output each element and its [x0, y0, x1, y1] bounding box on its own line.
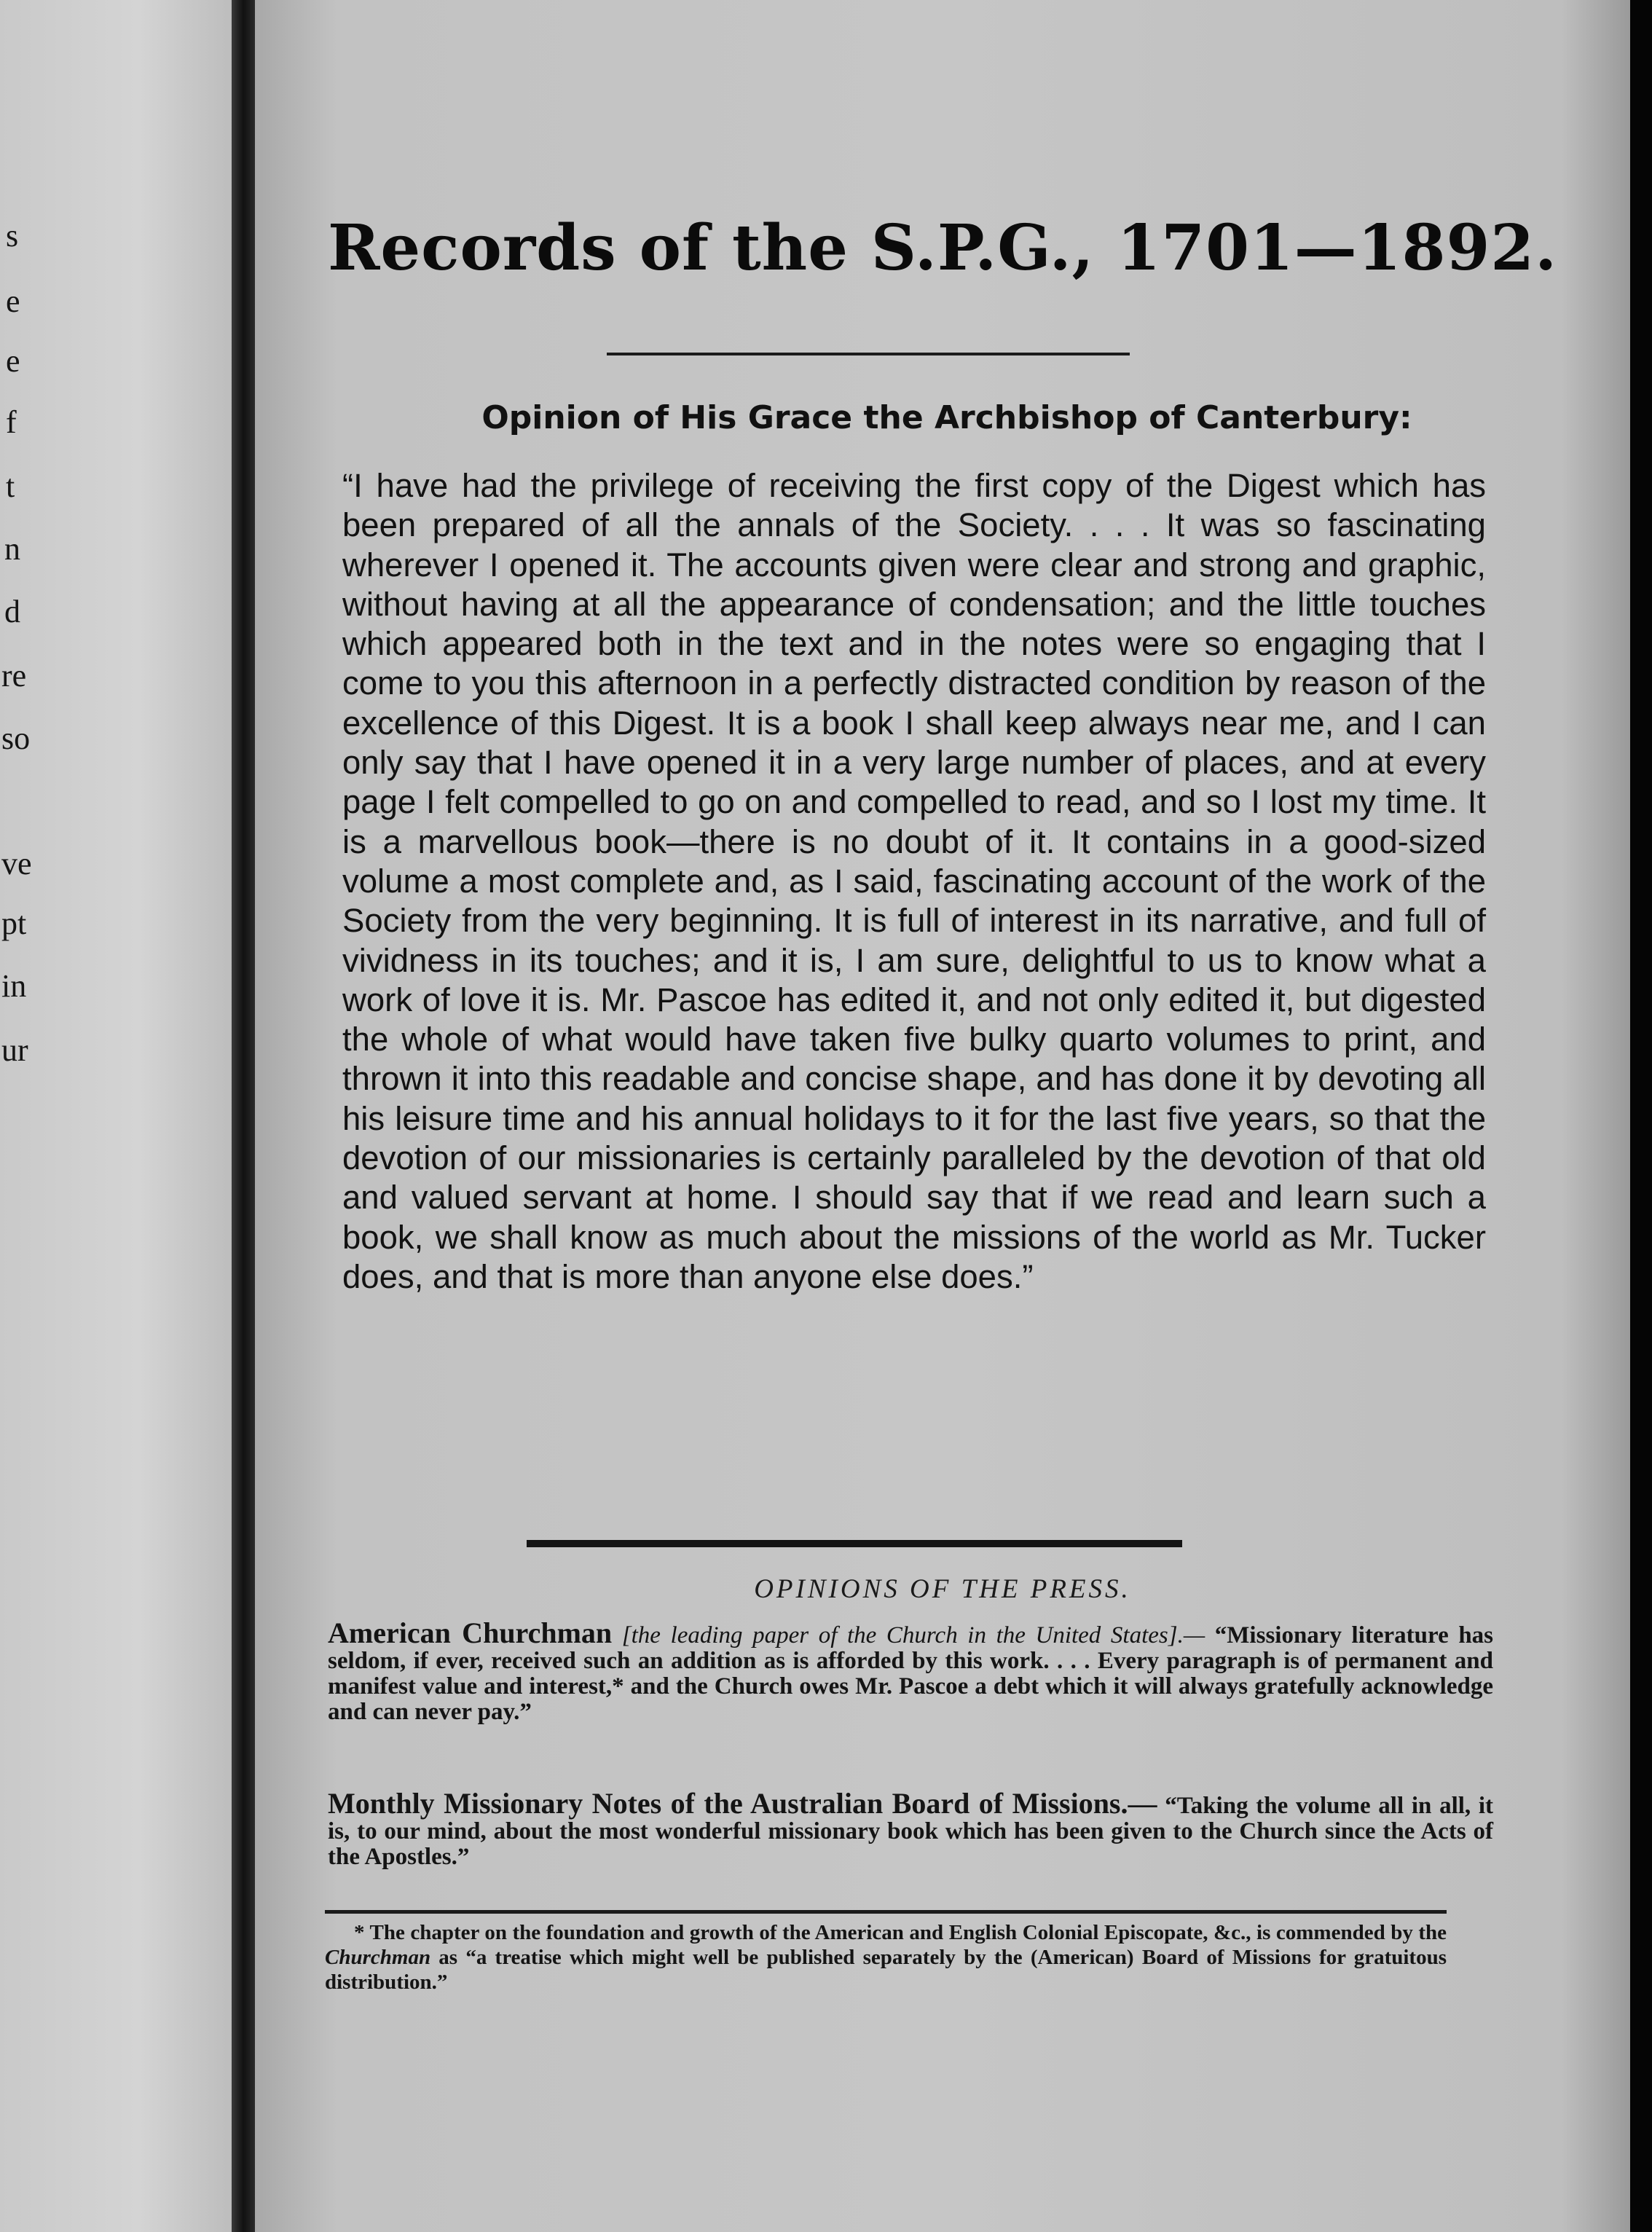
footnote	[325, 1920, 1447, 1995]
fragment-text: t	[6, 468, 15, 504]
title-divider	[607, 353, 1130, 355]
footnote-text: * The chapter on the foundation and growth of the American and English Colonial Episcopate, &c., is commended by the	[354, 1921, 1447, 1944]
fragment-text: s	[6, 218, 19, 254]
press-review	[328, 1616, 1494, 1725]
fragment-text: n	[4, 531, 20, 567]
adjacent-page-fragment	[0, 0, 232, 2232]
press-source-description: [the leading paper of the Church in the United States].—	[621, 1622, 1205, 1649]
press-review	[328, 1787, 1494, 1870]
footnote-italic: Churchman	[325, 1946, 431, 1969]
fragment-text: in	[1, 968, 27, 1004]
quote-divider	[527, 1540, 1182, 1547]
fragment-text: pt	[1, 905, 27, 941]
fragment-text: e	[6, 283, 20, 319]
quote-paragraph: “I have had the privilege of receiving the first copy of the Digest which has been prepared of all the annals of the Society. . . . It was so fascinating wherever I opened it. The accounts given were clear and strong and graphic, without having at all the appearance of condensation; and the little touches which appeared both in the text and in the notes were so engaging that I come to you this afternoon in a perfectly distracted condition by reason of the excellence of this Digest. It is a book I shall keep always near me, and I can only say that I have opened it in a very large number of places, and at every page I felt compelled to go on and compelled to read, and so I lost my time. It is a marvellous book—there is no doubt of it. It contains in a good-sized volume a most complete and, as I said, fascinating account of the work of the Society from the very beginning. It is full of interest in its narrative, and full of vividness in its touches; and it is, I am sure, delightful to us to know what a work of love it is. Mr. Pascoe has edited it, and not only edited it, but digested the whole of what would have taken five bulky quarto volumes to print, and thrown it into this readable and concise shape, and has done it by devoting all his leisure time and his annual holidays to it for the last five years, so that the devotion of our missionaries is certainly paralleled by the devotion of that old and valued servant at home. I should say that if we read and learn such a book, we shall know as much about the missions of the world as Mr. Tucker does, and that is more than anyone else does.”	[342, 467, 1486, 1295]
page-title: Records of the S.P.G., 1701—1892.	[327, 211, 1558, 285]
footnote-text-end: as “a treatise which might well be published separately by the (American) Board of Missions for gratuitous distribution.”	[325, 1946, 1447, 1994]
fragment-text: ur	[1, 1032, 28, 1068]
footnote-divider	[325, 1910, 1447, 1914]
press-source: American Churchman	[328, 1616, 613, 1649]
fragment-text: so	[1, 720, 31, 756]
book-gutter	[232, 0, 255, 2232]
press-heading: OPINIONS OF THE PRESS.	[754, 1574, 1131, 1604]
press-source: Monthly Missionary Notes of the Australian Board of Missions.—	[328, 1787, 1157, 1820]
press-quote: “Taking the volume all in all, it is, to our mind, about the most wonderful missionary book which has been given to the Church since the Acts of the Apostles.”	[328, 1793, 1494, 1870]
fragment-text: re	[1, 658, 27, 693]
scan-border	[1630, 0, 1652, 2232]
fragment-text: f	[6, 404, 17, 440]
fragment-text: e	[6, 343, 20, 379]
document-page	[255, 0, 1630, 2232]
press-quote: “Missionary literature has seldom, if ever, received such an addition as is afforded by this work. . . . Every paragraph is of permanent and manifest value and interest,* and the Church owes Mr. Pascoe a debt which it will always gratefully acknowledge and can never pay.”	[328, 1622, 1494, 1725]
fragment-text: ve	[1, 846, 32, 881]
opinion-heading: Opinion of His Grace the Archbishop of Canterbury:	[481, 399, 1412, 436]
fragment-text: d	[4, 594, 20, 629]
archbishop-quote	[342, 466, 1486, 1297]
